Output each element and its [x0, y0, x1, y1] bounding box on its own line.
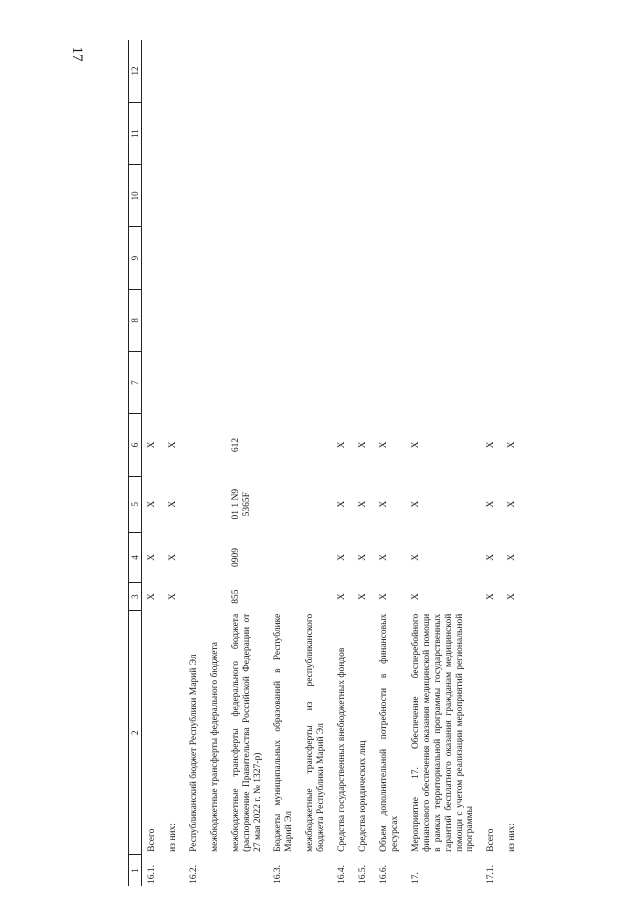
col4-cell	[300, 532, 332, 582]
row-number-cell: 16.2.	[188, 865, 199, 884]
column-header: 6	[129, 414, 142, 476]
col9-cell	[184, 227, 205, 289]
col3-cell	[205, 583, 226, 611]
col12-cell	[406, 40, 482, 102]
row-description-cell: межбюджетные трансферты федерального бюджета (распоряжение Правительства Российской Федерации от 27 мая 2022 г. № 1327-р)	[230, 613, 263, 852]
col10-cell	[502, 165, 523, 227]
col3-cell: X	[410, 593, 421, 601]
row-number-cell	[163, 855, 184, 886]
col8-cell	[332, 289, 353, 351]
col8-cell	[142, 289, 163, 351]
column-header: 9	[129, 227, 142, 289]
col12-cell	[184, 40, 205, 102]
row-number-cell	[502, 855, 523, 886]
col4-cell: X	[507, 554, 518, 561]
row-description-cell: межбюджетные трансферты федерального бюджета	[209, 642, 220, 852]
col11-cell	[226, 102, 269, 164]
col9-cell	[163, 227, 184, 289]
col7-cell	[300, 352, 332, 414]
row-description-cell: Всего	[486, 828, 497, 852]
table-row	[406, 40, 482, 886]
col5-cell	[205, 476, 226, 532]
row-number-cell	[226, 855, 269, 886]
col10-cell	[142, 165, 163, 227]
row-number-cell	[205, 855, 226, 886]
col7-cell	[163, 352, 184, 414]
col7-cell	[406, 352, 482, 414]
column-header: 8	[129, 289, 142, 351]
header-row	[129, 40, 142, 886]
col12-cell	[226, 40, 269, 102]
col5-cell: X	[378, 500, 389, 508]
budget-table	[128, 40, 523, 886]
col9-cell	[353, 227, 374, 289]
row-description-cell: Средства юридических лиц	[358, 740, 369, 852]
col8-cell	[300, 289, 332, 351]
col3-cell: X	[147, 593, 157, 601]
col7-cell	[142, 352, 163, 414]
col3-cell: X	[486, 593, 497, 601]
table-row	[268, 40, 300, 886]
table-row	[300, 40, 332, 886]
column-header: 4	[129, 532, 142, 582]
column-header: 7	[129, 352, 142, 414]
col8-cell	[184, 289, 205, 351]
col7-cell	[502, 352, 523, 414]
col5-cell: X	[507, 500, 518, 508]
col5-cell: 01 1 N9 5365F	[230, 488, 252, 520]
table-row	[481, 40, 502, 886]
col6-cell: X	[337, 441, 348, 449]
col4-cell: X	[410, 554, 421, 561]
col5-cell	[268, 476, 300, 532]
col6-cell: X	[507, 441, 518, 449]
table-row	[332, 40, 353, 886]
column-header: 3	[129, 583, 142, 611]
col10-cell	[163, 165, 184, 227]
col5-cell	[300, 476, 332, 532]
col7-cell	[353, 352, 374, 414]
col6-cell: 612	[230, 437, 241, 453]
row-number-cell: 16.1.	[147, 865, 157, 884]
col9-cell	[502, 227, 523, 289]
col11-cell	[481, 102, 502, 164]
col6-cell: X	[167, 441, 178, 449]
row-description-cell: Республиканский бюджет Республики Марий Эл	[188, 654, 199, 852]
col12-cell	[268, 40, 300, 102]
table-row	[142, 40, 163, 886]
col9-cell	[332, 227, 353, 289]
row-description-cell: Объем дополнительной потребности в финансовых ресурсах	[378, 613, 400, 852]
col10-cell	[226, 165, 269, 227]
col9-cell	[205, 227, 226, 289]
col10-cell	[268, 165, 300, 227]
col11-cell	[184, 102, 205, 164]
column-header: 5	[129, 476, 142, 532]
col11-cell	[163, 102, 184, 164]
col6-cell: X	[358, 441, 369, 449]
col11-cell	[406, 102, 482, 164]
col10-cell	[184, 165, 205, 227]
table-row	[184, 40, 205, 886]
page-number: 17	[69, 46, 85, 62]
col8-cell	[226, 289, 269, 351]
col3-cell	[268, 583, 300, 611]
col12-cell	[332, 40, 353, 102]
col9-cell	[268, 227, 300, 289]
col12-cell	[205, 40, 226, 102]
col3-cell: X	[507, 593, 518, 601]
col3-cell	[184, 583, 205, 611]
row-description-cell: Бюджеты муниципальных образований в Республике Марий Эл	[273, 613, 295, 852]
col10-cell	[374, 165, 406, 227]
row-number-cell	[300, 855, 332, 886]
col6-cell: X	[410, 441, 421, 449]
col10-cell	[353, 165, 374, 227]
row-description-cell: межбюджетные трансферты из республиканского бюджета Республики Марий Эл	[305, 613, 327, 852]
table-row	[205, 40, 226, 886]
col6-cell: X	[378, 441, 389, 449]
col5-cell: X	[486, 500, 497, 508]
col3-cell: X	[337, 593, 348, 601]
col3-cell: X	[358, 593, 369, 601]
col4-cell: 0909	[230, 547, 241, 567]
col12-cell	[374, 40, 406, 102]
table-row	[226, 40, 269, 886]
col7-cell	[184, 352, 205, 414]
col5-cell: X	[358, 500, 369, 508]
col5-cell: X	[410, 500, 421, 508]
col7-cell	[205, 352, 226, 414]
table-row	[163, 40, 184, 886]
col11-cell	[353, 102, 374, 164]
row-description-cell: Средства государственных внебюджетных фондов	[337, 647, 348, 852]
col5-cell	[184, 476, 205, 532]
row-number-cell: 17.1.	[486, 865, 497, 884]
col3-cell: X	[378, 593, 389, 601]
col12-cell	[300, 40, 332, 102]
row-number-cell: 16.3.	[273, 865, 284, 884]
col4-cell: X	[378, 554, 389, 561]
row-description-cell: из них:	[167, 823, 178, 852]
col8-cell	[205, 289, 226, 351]
col8-cell	[406, 289, 482, 351]
col10-cell	[205, 165, 226, 227]
col3-cell: X	[167, 593, 178, 601]
col9-cell	[481, 227, 502, 289]
col8-cell	[353, 289, 374, 351]
col6-cell	[205, 414, 226, 476]
col7-cell	[226, 352, 269, 414]
col11-cell	[268, 102, 300, 164]
row-description-cell: Всего	[147, 828, 157, 852]
col4-cell: X	[358, 554, 369, 561]
col8-cell	[268, 289, 300, 351]
col9-cell	[406, 227, 482, 289]
column-header: 11	[129, 102, 142, 164]
row-number-cell: 16.4.	[337, 865, 348, 884]
column-header: 10	[129, 165, 142, 227]
col7-cell	[332, 352, 353, 414]
col12-cell	[163, 40, 184, 102]
col7-cell	[374, 352, 406, 414]
col6-cell: X	[147, 441, 157, 449]
col3-cell: 855	[230, 589, 241, 604]
col12-cell	[142, 40, 163, 102]
col8-cell	[481, 289, 502, 351]
col3-cell	[300, 583, 332, 611]
col6-cell: X	[486, 441, 497, 449]
col6-cell	[268, 414, 300, 476]
col11-cell	[205, 102, 226, 164]
col5-cell: X	[167, 500, 178, 508]
col11-cell	[142, 102, 163, 164]
table-row	[374, 40, 406, 886]
col7-cell	[481, 352, 502, 414]
col10-cell	[332, 165, 353, 227]
rotated-table-container	[128, 26, 639, 886]
col10-cell	[481, 165, 502, 227]
col8-cell	[374, 289, 406, 351]
col11-cell	[502, 102, 523, 164]
col10-cell	[300, 165, 332, 227]
column-header: 1	[129, 855, 142, 886]
col5-cell: X	[147, 500, 157, 508]
column-header: 12	[129, 40, 142, 102]
col4-cell	[184, 532, 205, 582]
row-number-cell: 16.5.	[358, 865, 369, 884]
col12-cell	[353, 40, 374, 102]
row-description-cell: Мероприятие 17. Обеспечение бесперебойного финансового обеспечения оказания медицинской помощи в рамках территориальной программы государственных гарантий бесплатного оказания гражданам медицинской помощи с учетом реализации мероприятий региональной программы	[410, 613, 476, 852]
col9-cell	[142, 227, 163, 289]
col8-cell	[502, 289, 523, 351]
table-row	[353, 40, 374, 886]
col4-cell	[268, 532, 300, 582]
col4-cell: X	[337, 554, 348, 561]
row-number-cell: 16.6.	[378, 865, 389, 884]
row-number-cell: 17.	[410, 872, 421, 884]
col9-cell	[226, 227, 269, 289]
col9-cell	[374, 227, 406, 289]
row-description-cell: из них:	[507, 823, 518, 852]
col7-cell	[268, 352, 300, 414]
col11-cell	[300, 102, 332, 164]
col4-cell: X	[147, 554, 157, 561]
table-row	[502, 40, 523, 886]
column-header: 2	[129, 611, 142, 855]
col11-cell	[332, 102, 353, 164]
col9-cell	[300, 227, 332, 289]
col11-cell	[374, 102, 406, 164]
col10-cell	[406, 165, 482, 227]
col4-cell: X	[486, 554, 497, 561]
col4-cell	[205, 532, 226, 582]
col6-cell	[300, 414, 332, 476]
col8-cell	[163, 289, 184, 351]
col12-cell	[502, 40, 523, 102]
table-body	[142, 40, 524, 886]
col12-cell	[481, 40, 502, 102]
col6-cell	[184, 414, 205, 476]
col4-cell: X	[167, 554, 178, 561]
col5-cell: X	[337, 500, 348, 508]
